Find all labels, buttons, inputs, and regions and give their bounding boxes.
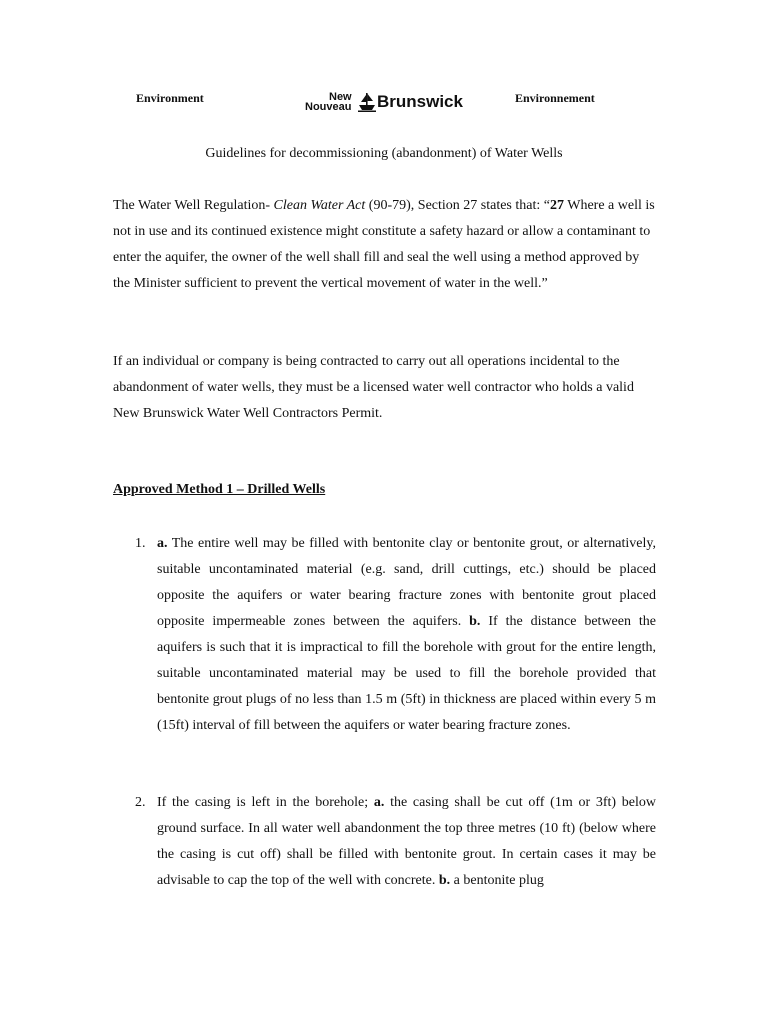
list-item: [113, 790, 656, 894]
contractor-paragraph: If an individual or company is being contracted to carry out all operations incidental to the abandonment of water wells, they must be a licensed water well contractor who holds a valid New Brunswick Water Well Contractors Permit.: [113, 354, 634, 421]
regulation-paragraph: [113, 193, 656, 297]
new-brunswick-logo: [305, 90, 465, 114]
header-environnement-fr: Environnement: [515, 91, 595, 105]
logo-nouveau-text: Nouveau: [305, 101, 352, 113]
ship-icon: [358, 92, 376, 112]
list-item-label-a: a.: [157, 536, 168, 551]
list-item-text-a: the casing shall be cut off (1m or 3ft) below ground surface. In all water well abandonment the top three metres (10 ft) (below where the casing is cut off) shall be filled with bentonite grout. In certain cases it may be advisable to cap the top of the well with concrete.: [157, 795, 656, 888]
list-item-text-b: If the distance between the aquifers is such that it is impractical to fill the borehole with grout for the entire length, suitable uncontaminated material may be used to fill the borehole provided that bentonite grout plugs of no less than 1.5 m (5ft) in thickness are placed within every 5 m (15ft) interval of fill between the aquifers or water bearing fracture zones.: [157, 614, 656, 733]
list-item-number: 1.: [135, 536, 146, 551]
logo-new-text: New: [329, 91, 352, 103]
regulation-quote: Where a well is not in use and its continued existence might constitute a safety hazard or allow a contaminant to enter the aquifer, the owner of the well shall fill and seal the well using a method approved by the Minister sufficient to prevent the vertical movement of water in the well.”: [113, 198, 655, 291]
list-item: [113, 531, 656, 739]
list-item-text-a: The entire well may be filled with bentonite clay or bentonite grout, or alternatively, suitable uncontaminated material (e.g. sand, drill cuttings, etc.) should be placed opposite the aquifers or water bearing fracture zones with bentonite grout placed opposite impermeable zones between the aquifers.: [157, 536, 656, 629]
act-name: Clean Water Act: [273, 198, 366, 213]
regulation-intro: The Water Well Regulation-: [113, 198, 274, 213]
list-item-text-b: a bentonite plug: [450, 873, 544, 888]
list-item-label-a: a.: [373, 795, 385, 810]
document-title: Guidelines for decommissioning (abandonment) of Water Wells: [205, 146, 563, 161]
list-item-number: 2.: [135, 795, 146, 810]
header-environment-en: Environment: [136, 91, 204, 105]
list-item-label-b: b.: [469, 614, 481, 629]
section-number: 27: [549, 198, 564, 213]
list-item-intro: If the casing is left in the borehole;: [157, 795, 374, 810]
section-heading: Approved Method 1 – Drilled Wells: [113, 482, 326, 497]
list-item-label-b: b.: [438, 873, 451, 888]
list-item-body: [157, 531, 656, 739]
logo-brunswick-text: Brunswick: [377, 92, 463, 111]
regulation-section-ref: (90-79), Section 27 states that: “: [365, 198, 550, 213]
list-item-body: [157, 790, 656, 894]
